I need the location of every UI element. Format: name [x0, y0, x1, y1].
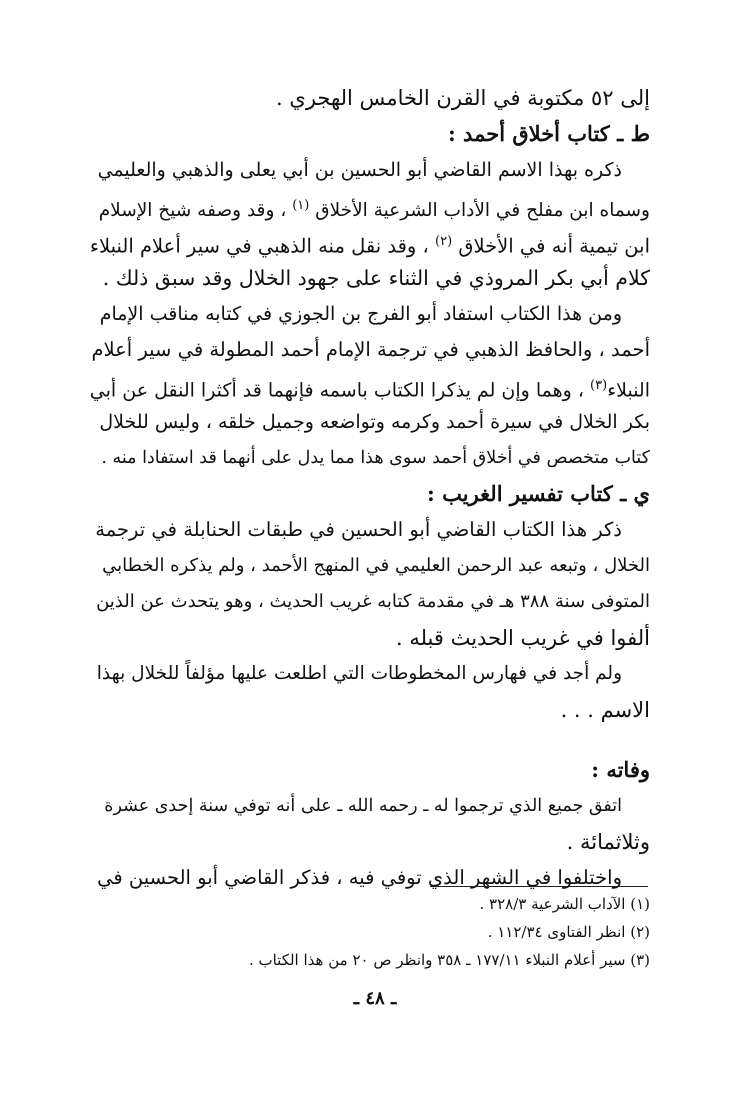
footnote: (٢) انظر الفتاوى ١١٢/٣٤ .: [487, 923, 650, 941]
text-line: أحمد ، والحافظ الذهبي في ترجمة الإمام أحمد المطولة في سير أعلام: [91, 338, 650, 361]
text-line: بكر الخلال في سيرة أحمد وكرمه وتواضعه وجميل خلقه ، وليس للخلال: [99, 411, 650, 433]
footnote-marker: (١): [292, 198, 310, 213]
footnote: (٣) سير أعلام النبلاء ١٧٧/١١ ـ ٣٥٨ وانظر ص ٢٠ من هذا الكتاب .: [248, 951, 650, 969]
text-segment: وسماه ابن مفلح في الأداب الشرعية الأخلاق: [315, 200, 650, 222]
text-line: [90, 224, 650, 265]
text-line: الاسم . . .: [560, 698, 650, 722]
text-segment: ، وهما وإن لم يذكرا الكتاب باسمه فإنهما قد أكثرا النقل عن أبي: [89, 379, 584, 402]
text-line: كلام أبي بكر المروذي في الثناء على جهود الخلال وقد سبق ذلك .: [102, 266, 650, 290]
text-line: وثلاثمائة .: [566, 830, 650, 854]
text-line: الخلال ، وتبعه عبد الرحمن العليمي في المنهج الأحمد ، ولم يذكره الخطابي: [102, 555, 650, 576]
text-line: المتوفى سنة ٣٨٨ هـ في مقدمة كتابه غريب الحديث ، وهو يتحدث عن الذين: [96, 591, 650, 612]
section-heading: ط ـ كتاب أخلاق أحمد :: [447, 121, 650, 146]
page-number: ـ ٤٨ ـ: [353, 988, 397, 1009]
footnote: (١) الآداب الشرعية ٣٢٨/٣ .: [479, 895, 650, 913]
text-line: واختلفوا في الشهر الذي توفي فيه ، فذكر القاضي أبو الحسين في: [97, 866, 622, 889]
text-line: ولم أجد في فهارس المخطوطات التي اطلعت عليها مؤلفاً للخلال بهذا: [96, 663, 622, 684]
text-line: ألفوا في غريب الحديث قبله .: [395, 626, 650, 650]
text-segment: ، وقد وصفه شيخ الإسلام: [98, 200, 287, 222]
text-segment: ، وقد نقل منه الذهبي في سير أعلام النبلاء: [89, 234, 429, 258]
text-line: ذكره بهذا الاسم القاضي أبو الحسين بن أبي يعلى والذهبي والعليمي: [97, 159, 622, 181]
text-segment: النبلاء: [607, 379, 650, 402]
section-heading: ي ـ كتاب تفسير الغريب :: [427, 481, 650, 506]
text-line: إلى ٥٢ مكتوبة في القرن الخامس الهجري .: [276, 86, 650, 110]
footnote-divider: [430, 886, 648, 887]
text-line: ذكر هذا الكتاب القاضي أبو الحسين في طبقات الحنابلة في ترجمة: [95, 518, 622, 541]
text-line: ومن هذا الكتاب استفاد أبو الفرج بن الجوزي في كتابه مناقب الإمام: [99, 303, 622, 325]
footnote-marker: (٣): [590, 378, 608, 393]
footnote-marker: (٢): [435, 234, 453, 249]
text-line: اتفق جميع الذي ترجموا له ـ رحمه الله ـ على أنه توفي سنة إحدى عشرة: [104, 796, 622, 816]
text-segment: ابن تيمية أنه في الأخلاق: [458, 234, 650, 258]
text-line: [90, 188, 650, 229]
text-line: كتاب متخصص في أخلاق أحمد سوى هذا مما يدل على أنهما قد استفادا منه .: [101, 448, 650, 468]
section-heading: وفاته :: [591, 757, 650, 782]
text-line: [90, 368, 650, 408]
